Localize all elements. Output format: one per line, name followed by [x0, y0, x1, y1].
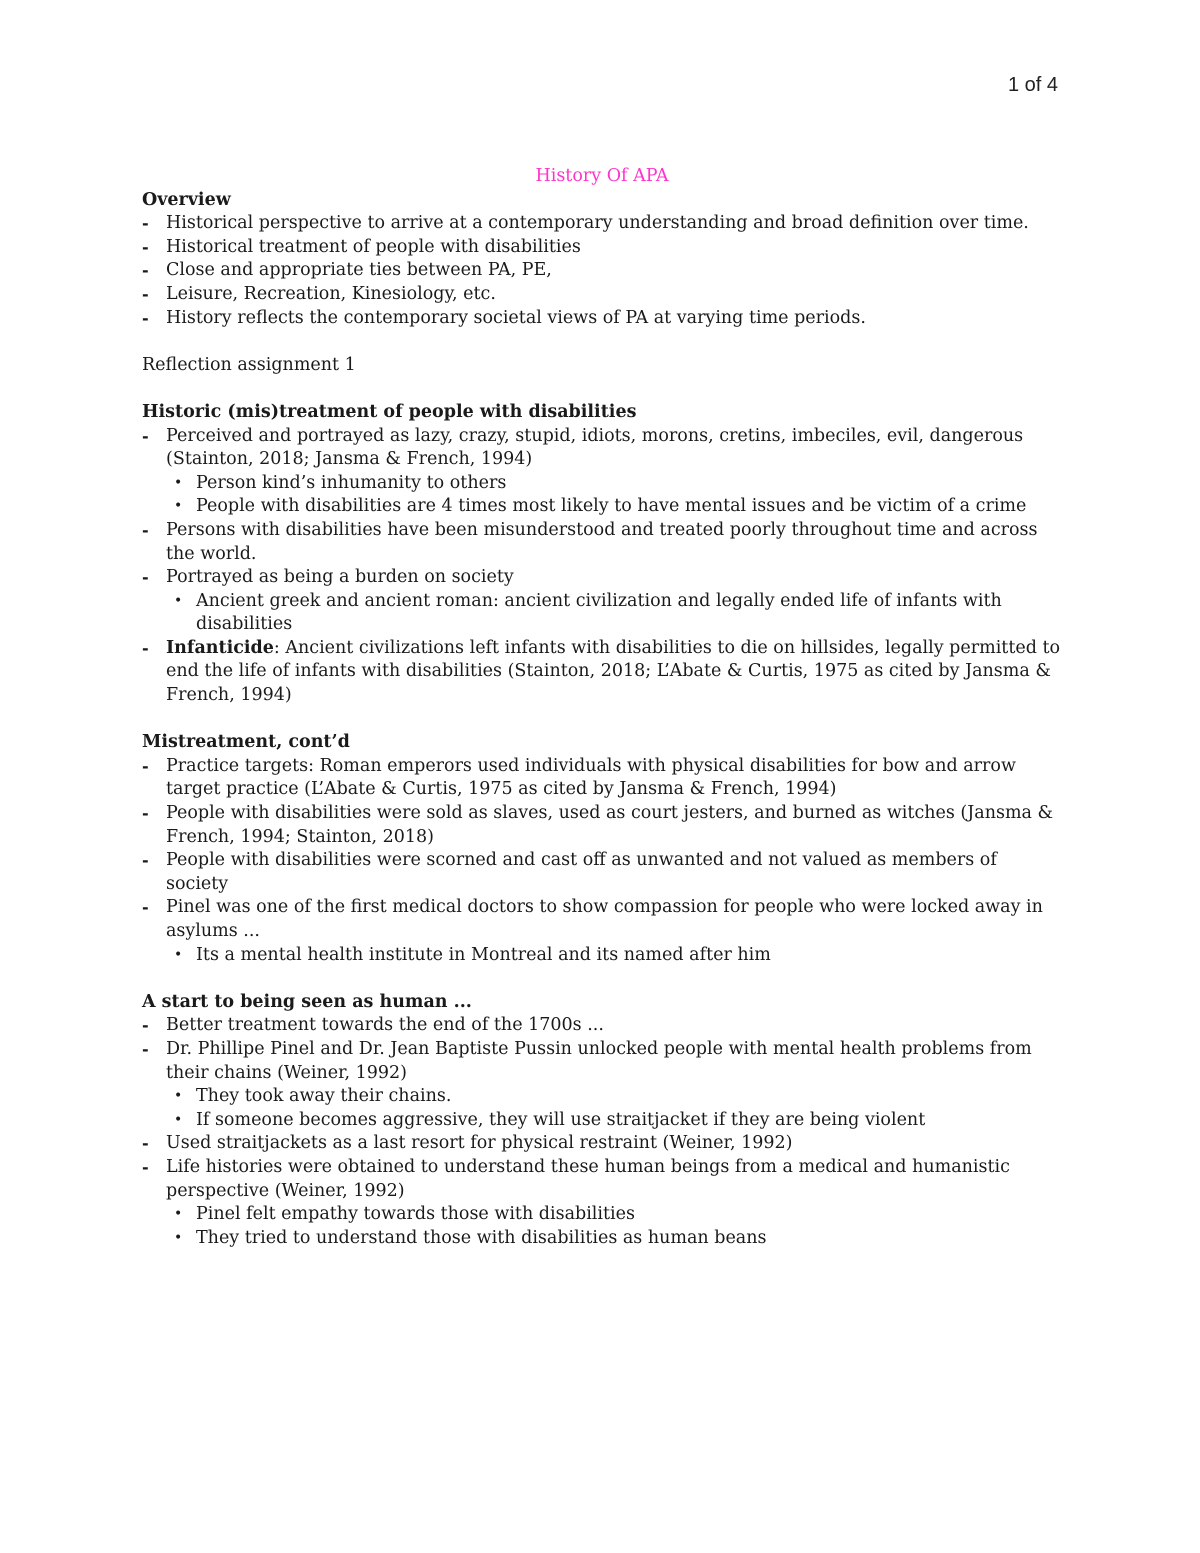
document-content	[142, 165, 1062, 1250]
page-number: 1 of 4	[1007, 74, 1058, 96]
list-item: - Life histories were obtained to understand these human beings from a medical and humanistic perspective (Weiner, 1992)	[142, 1156, 1062, 1203]
sub-list-item: • Person kind’s inhumanity to others	[142, 472, 1062, 496]
list-item-infanticide	[142, 637, 1062, 708]
reflection-note: Reflection assignment 1	[142, 354, 356, 375]
sub-list-item: • If someone becomes aggressive, they will use straitjacket if they are being violent	[142, 1109, 1062, 1133]
list-item: - Historical perspective to arrive at a contemporary understanding and broad definition over time.	[142, 212, 1062, 236]
list-item: - People with disabilities were scorned and cast off as unwanted and not valued as members of society	[142, 849, 1062, 896]
list-item: - Pinel was one of the first medical doctors to show compassion for people who were locked away in asylums ...	[142, 896, 1062, 943]
list-item: - Practice targets: Roman emperors used individuals with physical disabilities for bow and arrow target practice (L’Abate & Curtis, 1975 as cited by Jansma & French, 1994)	[142, 755, 1062, 802]
sub-list-item: • They took away their chains.	[142, 1085, 1062, 1109]
infanticide-term: Infanticide	[166, 637, 274, 658]
human-list	[142, 1014, 1062, 1250]
list-item: - People with disabilities were sold as slaves, used as court jesters, and burned as witches (Jansma & French, 1994; Stainton, 2018)	[142, 802, 1062, 849]
list-item: - Leisure, Recreation, Kinesiology, etc.	[142, 283, 1062, 307]
section-heading-historic: Historic (mis)treatment of people with disabilities	[142, 401, 637, 422]
sub-list-item: • People with disabilities are 4 times most likely to have mental issues and be victim of a crime	[142, 495, 1062, 519]
sub-list-item: • They tried to understand those with disabilities as human beans	[142, 1227, 1062, 1251]
list-item: - Better treatment towards the end of the 1700s ...	[142, 1014, 1062, 1038]
document-title: History Of APA	[535, 166, 669, 186]
infanticide-text: : Ancient civilizations left infants with disabilities to die on hillsides, legally permitted to end the life of infants with disabilities (Stainton, 2018; L’Abate & Curtis, 1975 as cited by Jansma & French, 1994)	[166, 637, 1061, 706]
list-item: - Persons with disabilities have been misunderstood and treated poorly throughout time and across the world.	[142, 519, 1062, 566]
overview-list	[142, 212, 1062, 330]
list-item: - Historical treatment of people with disabilities	[142, 236, 1062, 260]
sub-list-item: • Pinel felt empathy towards those with disabilities	[142, 1203, 1062, 1227]
list-item: - Portrayed as being a burden on society	[142, 566, 1062, 590]
mistreatment-list	[142, 755, 1062, 967]
list-item: - Used straitjackets as a last resort for physical restraint (Weiner, 1992)	[142, 1132, 1062, 1156]
historic-list	[142, 425, 1062, 708]
list-item: - History reflects the contemporary societal views of PA at varying time periods.	[142, 307, 1062, 331]
sub-list-item: • Its a mental health institute in Montreal and its named after him	[142, 944, 1062, 968]
sub-list-item: • Ancient greek and ancient roman: ancient civilization and legally ended life of infants with disabilities	[142, 590, 1062, 637]
list-item: - Dr. Phillipe Pinel and Dr. Jean Baptiste Pussin unlocked people with mental health problems from their chains (Weiner, 1992)	[142, 1038, 1062, 1085]
list-item: - Perceived and portrayed as lazy, crazy, stupid, idiots, morons, cretins, imbeciles, evil, dangerous (Stainton, 2018; Jansma & French, 1994)	[142, 425, 1062, 472]
section-heading-mistreatment: Mistreatment, cont’d	[142, 732, 350, 753]
list-item: - Close and appropriate ties between PA, PE,	[142, 259, 1062, 283]
section-heading-human: A start to being seen as human ...	[142, 991, 472, 1012]
section-heading-overview: Overview	[142, 189, 231, 210]
